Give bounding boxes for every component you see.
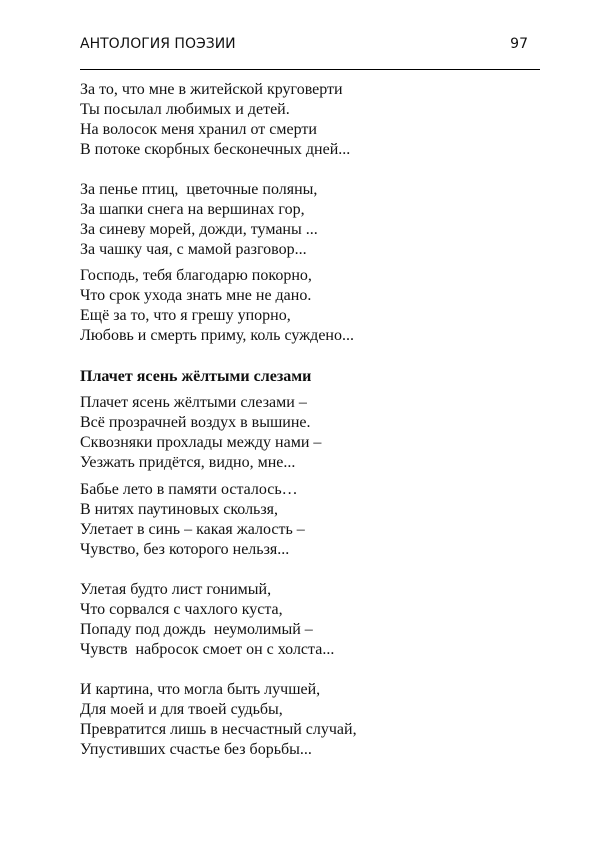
verse-line: Ещё за то, что я грешу упорно, — [80, 307, 291, 324]
verse-line: Бабье лето в памяти осталось… — [80, 481, 298, 498]
stanza — [80, 480, 305, 560]
verse-line: Упустивших счастье без борьбы... — [80, 741, 312, 758]
header-rule — [80, 69, 540, 70]
verse-line: Что сорвался с чахлого куста, — [80, 601, 283, 618]
verse-line: Уезжать придётся, видно, мне... — [80, 454, 296, 471]
verse-line: Для моей и для твоей судьбы, — [80, 701, 283, 718]
verse-line: Чувство, без которого нельзя... — [80, 541, 290, 558]
verse-line: Любовь и смерть приму, коль суждено... — [80, 327, 354, 344]
poem-title: Плачет ясень жёлтыми слезами — [80, 368, 312, 385]
verse-line: В нитях паутиновых скользя, — [80, 501, 279, 518]
stanza — [80, 180, 318, 260]
verse-line: Улетая будто лист гонимый, — [80, 581, 272, 598]
verse-line: Попаду под дождь неумолимый – — [80, 621, 313, 638]
running-header — [80, 36, 540, 52]
verse-line: Улетает в синь – какая жалость – — [80, 521, 305, 538]
book-title: АНТОЛОГИЯ ПОЭЗИИ — [80, 36, 236, 52]
verse-line: Что срок ухода знать мне не дано. — [80, 287, 312, 304]
verse-line: За пенье птиц, цветочные поляны, — [80, 181, 318, 198]
verse-line: За синеву морей, дожди, туманы ... — [80, 221, 318, 238]
stanza — [80, 580, 334, 660]
verse-line: Чувств набросок смоет он с холста... — [80, 641, 335, 658]
verse-line: Всё прозрачней воздух в вышине. — [80, 414, 311, 431]
verse-line: На волосок меня хранил от смерти — [80, 121, 317, 138]
stanza — [80, 680, 357, 760]
verse-line: За шапки снега на вершинах гор, — [80, 201, 305, 218]
stanza — [80, 80, 350, 160]
verse-line: В потоке скорбных бесконечных дней... — [80, 141, 351, 158]
stanza — [80, 266, 354, 346]
verse-line: Сквозняки прохлады между нами – — [80, 434, 322, 451]
verse-line: Господь, тебя благодарю покорно, — [80, 267, 312, 284]
verse-line: Плачет ясень жёлтыми слезами – — [80, 394, 307, 411]
verse-line: Ты посылал любимых и детей. — [80, 101, 290, 118]
verse-line: Превратится лишь в несчастный случай, — [80, 721, 357, 738]
verse-line: За чашку чая, с мамой разговор... — [80, 241, 307, 258]
page-number: 97 — [510, 36, 528, 52]
stanza — [80, 393, 321, 473]
verse-line: И картина, что могла быть лучшей, — [80, 681, 321, 698]
verse-line: За то, что мне в житейской круговерти — [80, 81, 343, 98]
